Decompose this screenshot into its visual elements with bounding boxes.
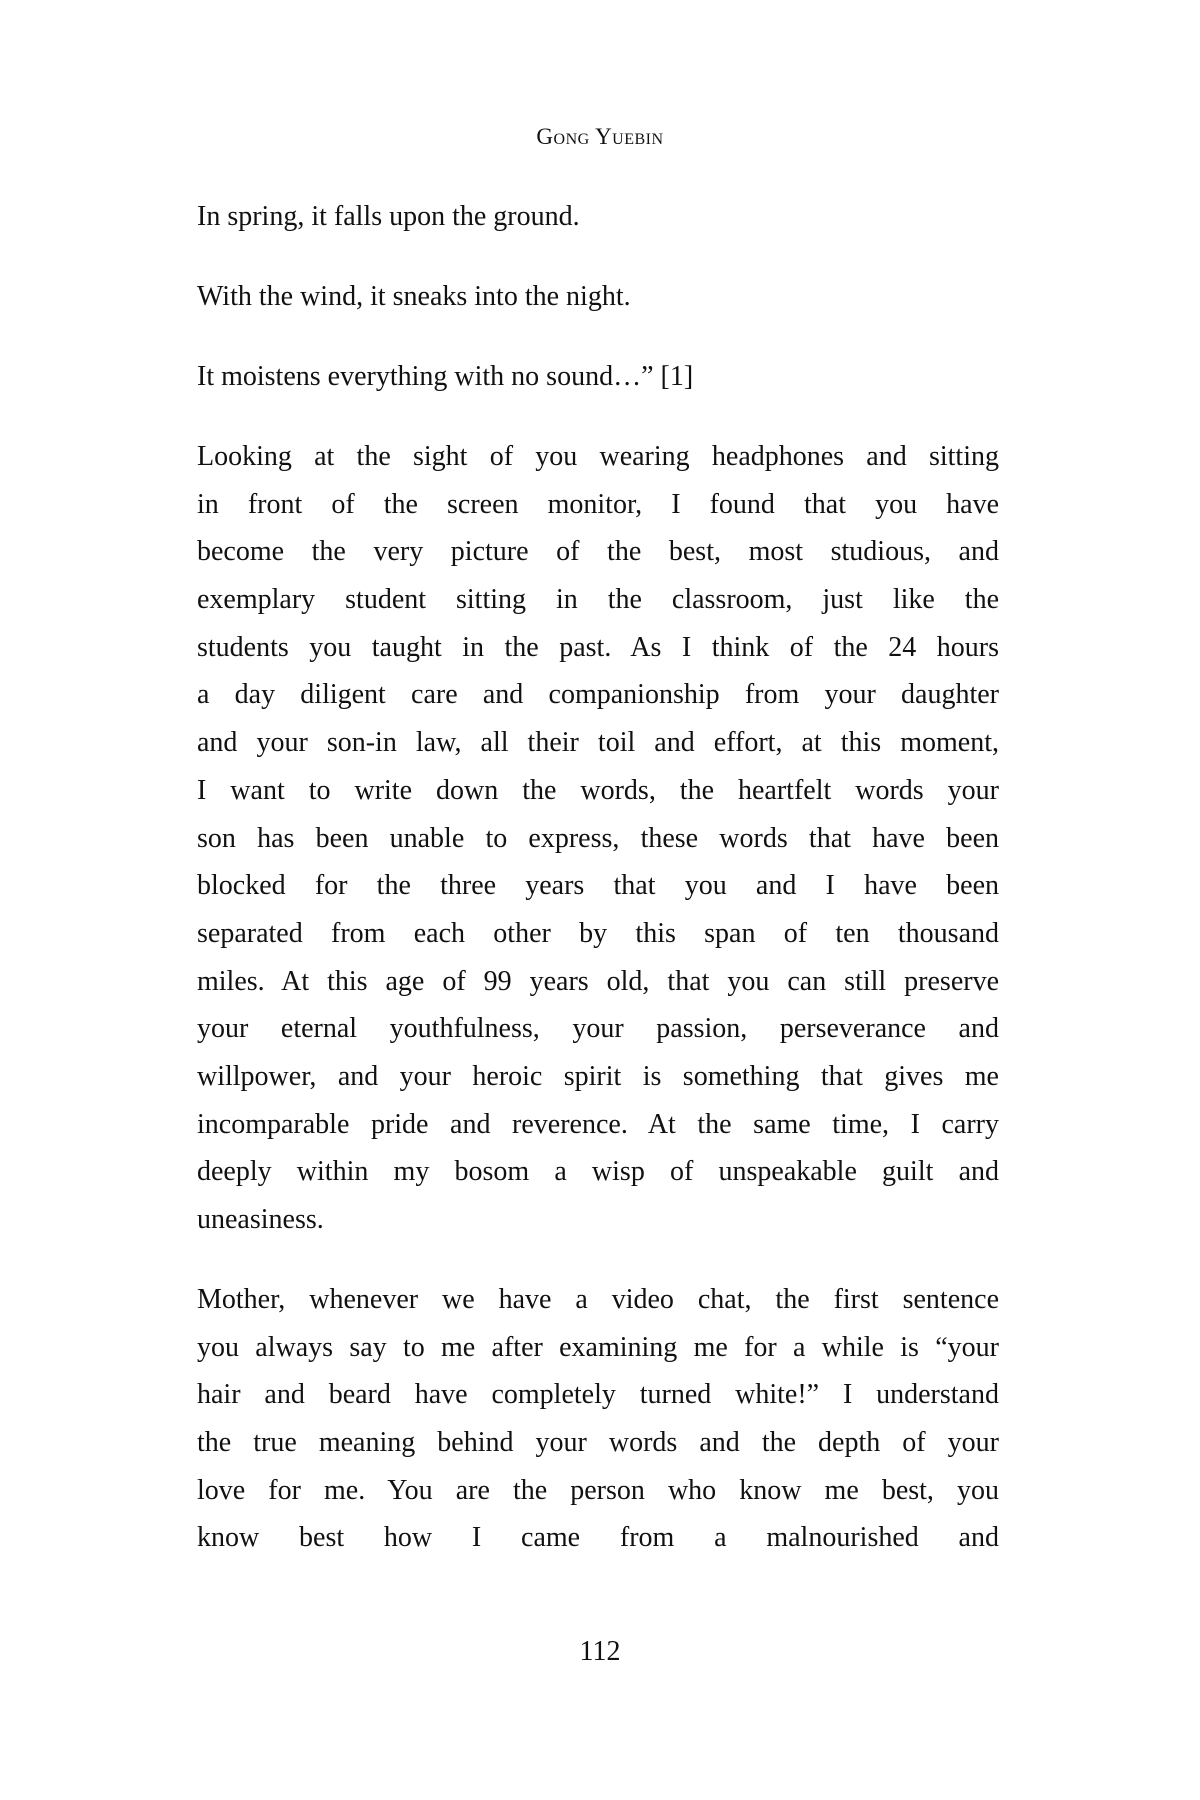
text-line: the true meaning behind your words and the depth of your [197, 1427, 999, 1459]
text-line: a day diligent care and companionship from your daughter [197, 679, 999, 711]
page-number: 112 [579, 1636, 621, 1667]
text-line: your eternal youthfulness, your passion, perseverance and [197, 1013, 999, 1045]
verse-quote [197, 193, 999, 433]
text-line: miles. At this age of 99 years old, that you can still preserve [197, 965, 999, 997]
verse-line: It moistens everything with no sound…” [1] [197, 361, 694, 392]
text-line: exemplary student sitting in the classroom, just like the [197, 584, 999, 616]
text-line: love for me. You are the person who know me best, you [197, 1474, 999, 1506]
text-line: you always say to me after examining me for a while is “your [197, 1331, 999, 1363]
text-line: willpower, and your heroic spirit is something that gives me [197, 1060, 999, 1092]
text-line: hair and beard have completely turned white!” I understand [197, 1379, 999, 1411]
text-line: incomparable pride and reverence. At the same time, I carry [197, 1108, 999, 1140]
paragraph-1 [197, 433, 999, 1244]
verse-line: In spring, it falls upon the ground. [197, 201, 580, 232]
text-line: students you taught in the past. As I think of the 24 hours [197, 631, 999, 663]
text-line: in front of the screen monitor, I found that you have [197, 488, 999, 520]
text-line: become the very picture of the best, most studious, and [197, 536, 999, 568]
text-line: uneasiness. [197, 1204, 324, 1235]
verse-line: With the wind, it sneaks into the night. [197, 281, 631, 312]
text-line: deeply within my bosom a wisp of unspeakable guilt and [197, 1156, 999, 1188]
text-line: Looking at the sight of you wearing headphones and sitting [197, 441, 999, 472]
text-line: separated from each other by this span of ten thousand [197, 917, 999, 949]
text-line: son has been unable to express, these words that have been [197, 822, 999, 854]
text-line: and your son-in law, all their toil and effort, at this moment, [197, 727, 999, 759]
text-line: blocked for the three years that you and I have been [197, 870, 999, 902]
text-line: Mother, whenever we have a video chat, the first sentence [197, 1284, 999, 1315]
text-line: I want to write down the words, the heartfelt words your [197, 774, 999, 806]
paragraph-2 [197, 1276, 999, 1562]
text-line: know best how I came from a malnourished and [197, 1522, 999, 1554]
running-head: Gong Yuebin [536, 124, 664, 149]
